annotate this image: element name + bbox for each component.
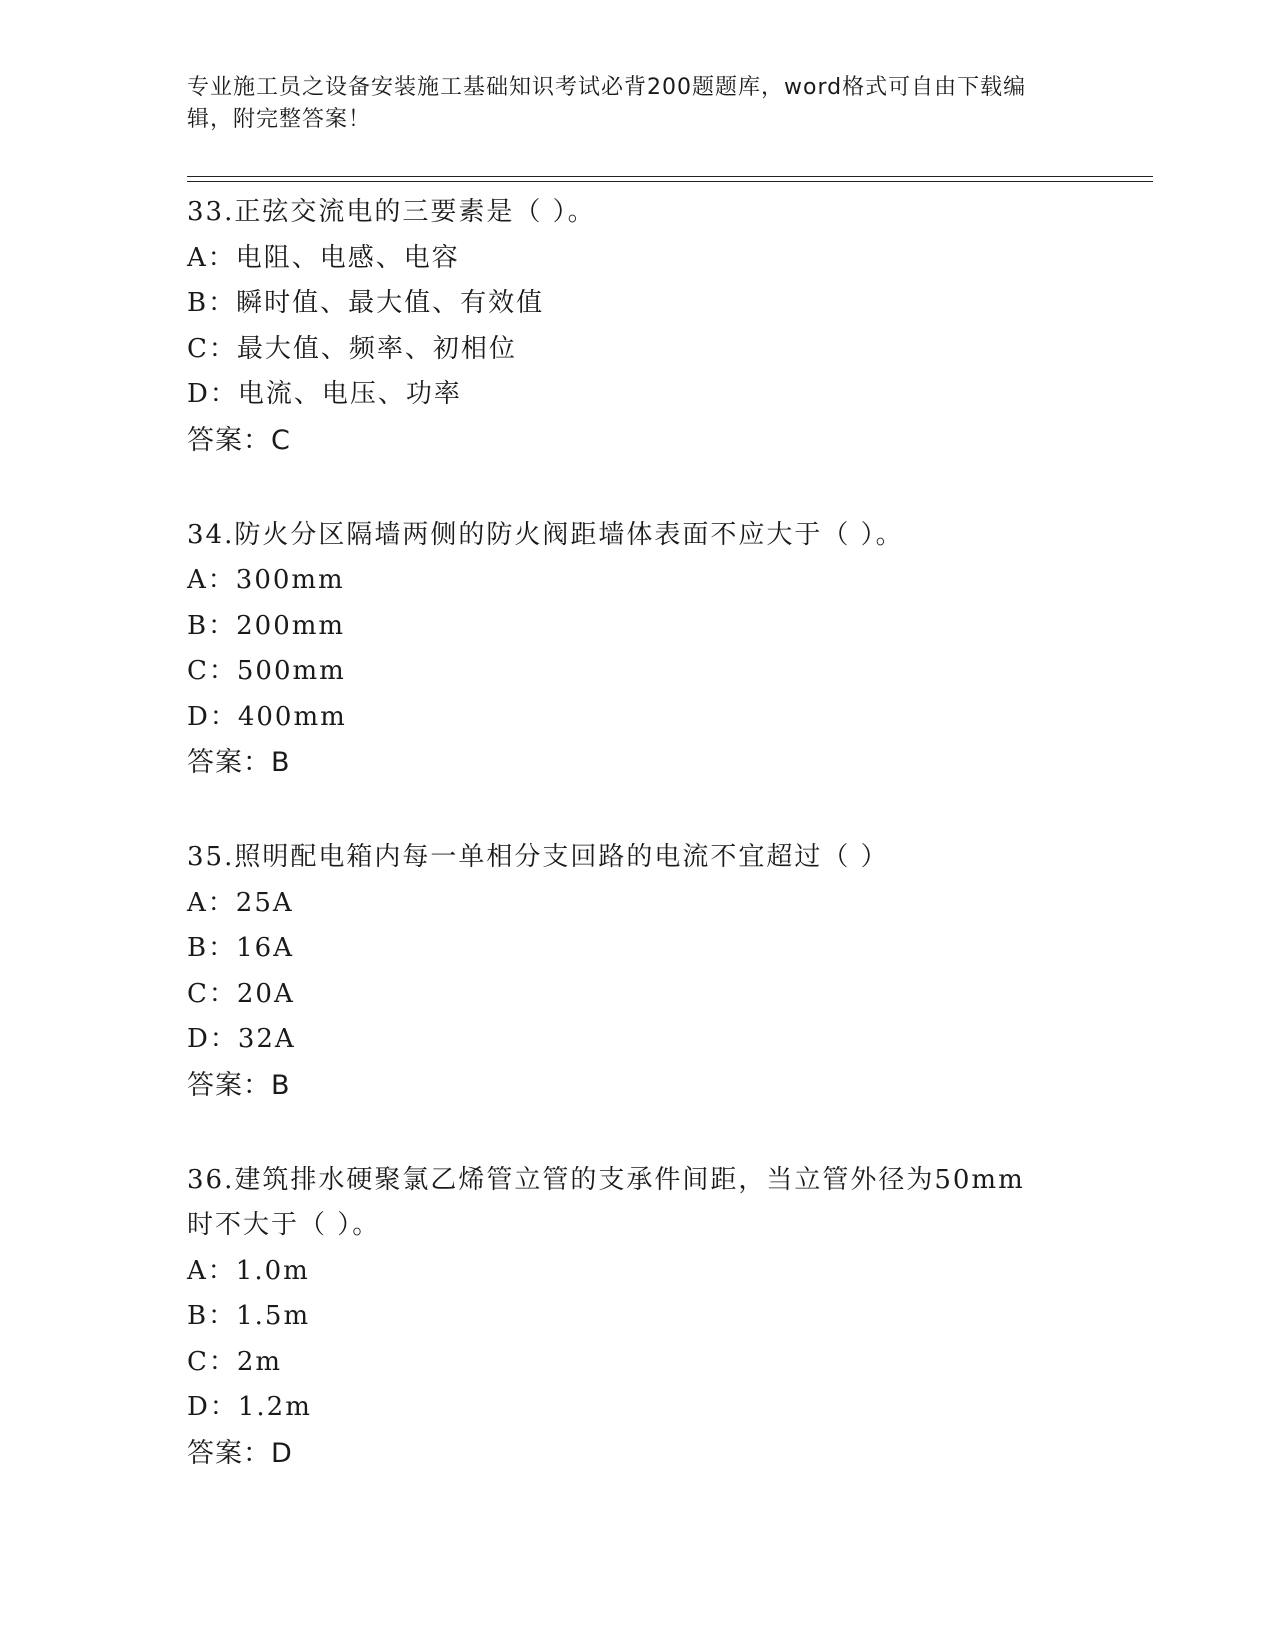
option-b: B：200mm [187, 610, 346, 641]
question-33 [187, 190, 1087, 463]
option-d: D：400mm [187, 701, 347, 732]
question-stem: 36.建筑排水硬聚氯乙烯管立管的支承件间距，当立管外径为50mm时不大于（ ）。 [187, 1164, 1025, 1240]
question-stem: 35.照明配电箱内每一单相分支回路的电流不宜超过（ ） [187, 842, 889, 872]
question-36 [187, 1158, 1087, 1476]
question-stem: 33.正弦交流电的三要素是（ ）。 [187, 197, 596, 227]
header-divider-top [187, 176, 1153, 177]
option-b: B：瞬时值、最大值、有效值 [187, 288, 545, 318]
question-35 [187, 835, 1087, 1108]
answer: 答案：D [187, 1437, 293, 1469]
option-c: C：20A [187, 978, 295, 1009]
option-c: C：最大值、频率、初相位 [187, 333, 517, 364]
question-34 [187, 513, 1087, 786]
option-b: B：16A [187, 933, 294, 963]
option-d: D：1.2m [187, 1392, 312, 1422]
option-c: C：500mm [187, 656, 346, 686]
answer: 答案：B [187, 747, 291, 778]
option-b: B：1.5m [187, 1301, 311, 1331]
answer: 答案：C [187, 424, 291, 456]
option-a: A：300mm [187, 565, 345, 595]
question-list [187, 190, 1087, 1526]
document-header: 专业施工员之设备安装施工基础知识考试必背200题题库，word格式可自由下载编辑，附完整答案！ [187, 75, 1027, 132]
option-a: A：1.0m [187, 1255, 310, 1286]
option-a: A：25A [187, 887, 294, 918]
option-c: C：2m [187, 1346, 283, 1377]
option-d: D：32A [187, 1024, 296, 1054]
question-stem: 34.防火分区隔墙两侧的防火阀距墙体表面不应大于（ ）。 [187, 519, 904, 550]
option-a: A：电阻、电感、电容 [187, 242, 460, 273]
answer: 答案：B [187, 1069, 291, 1101]
header-divider-bottom [187, 181, 1153, 182]
option-d: D：电流、电压、功率 [187, 379, 462, 409]
